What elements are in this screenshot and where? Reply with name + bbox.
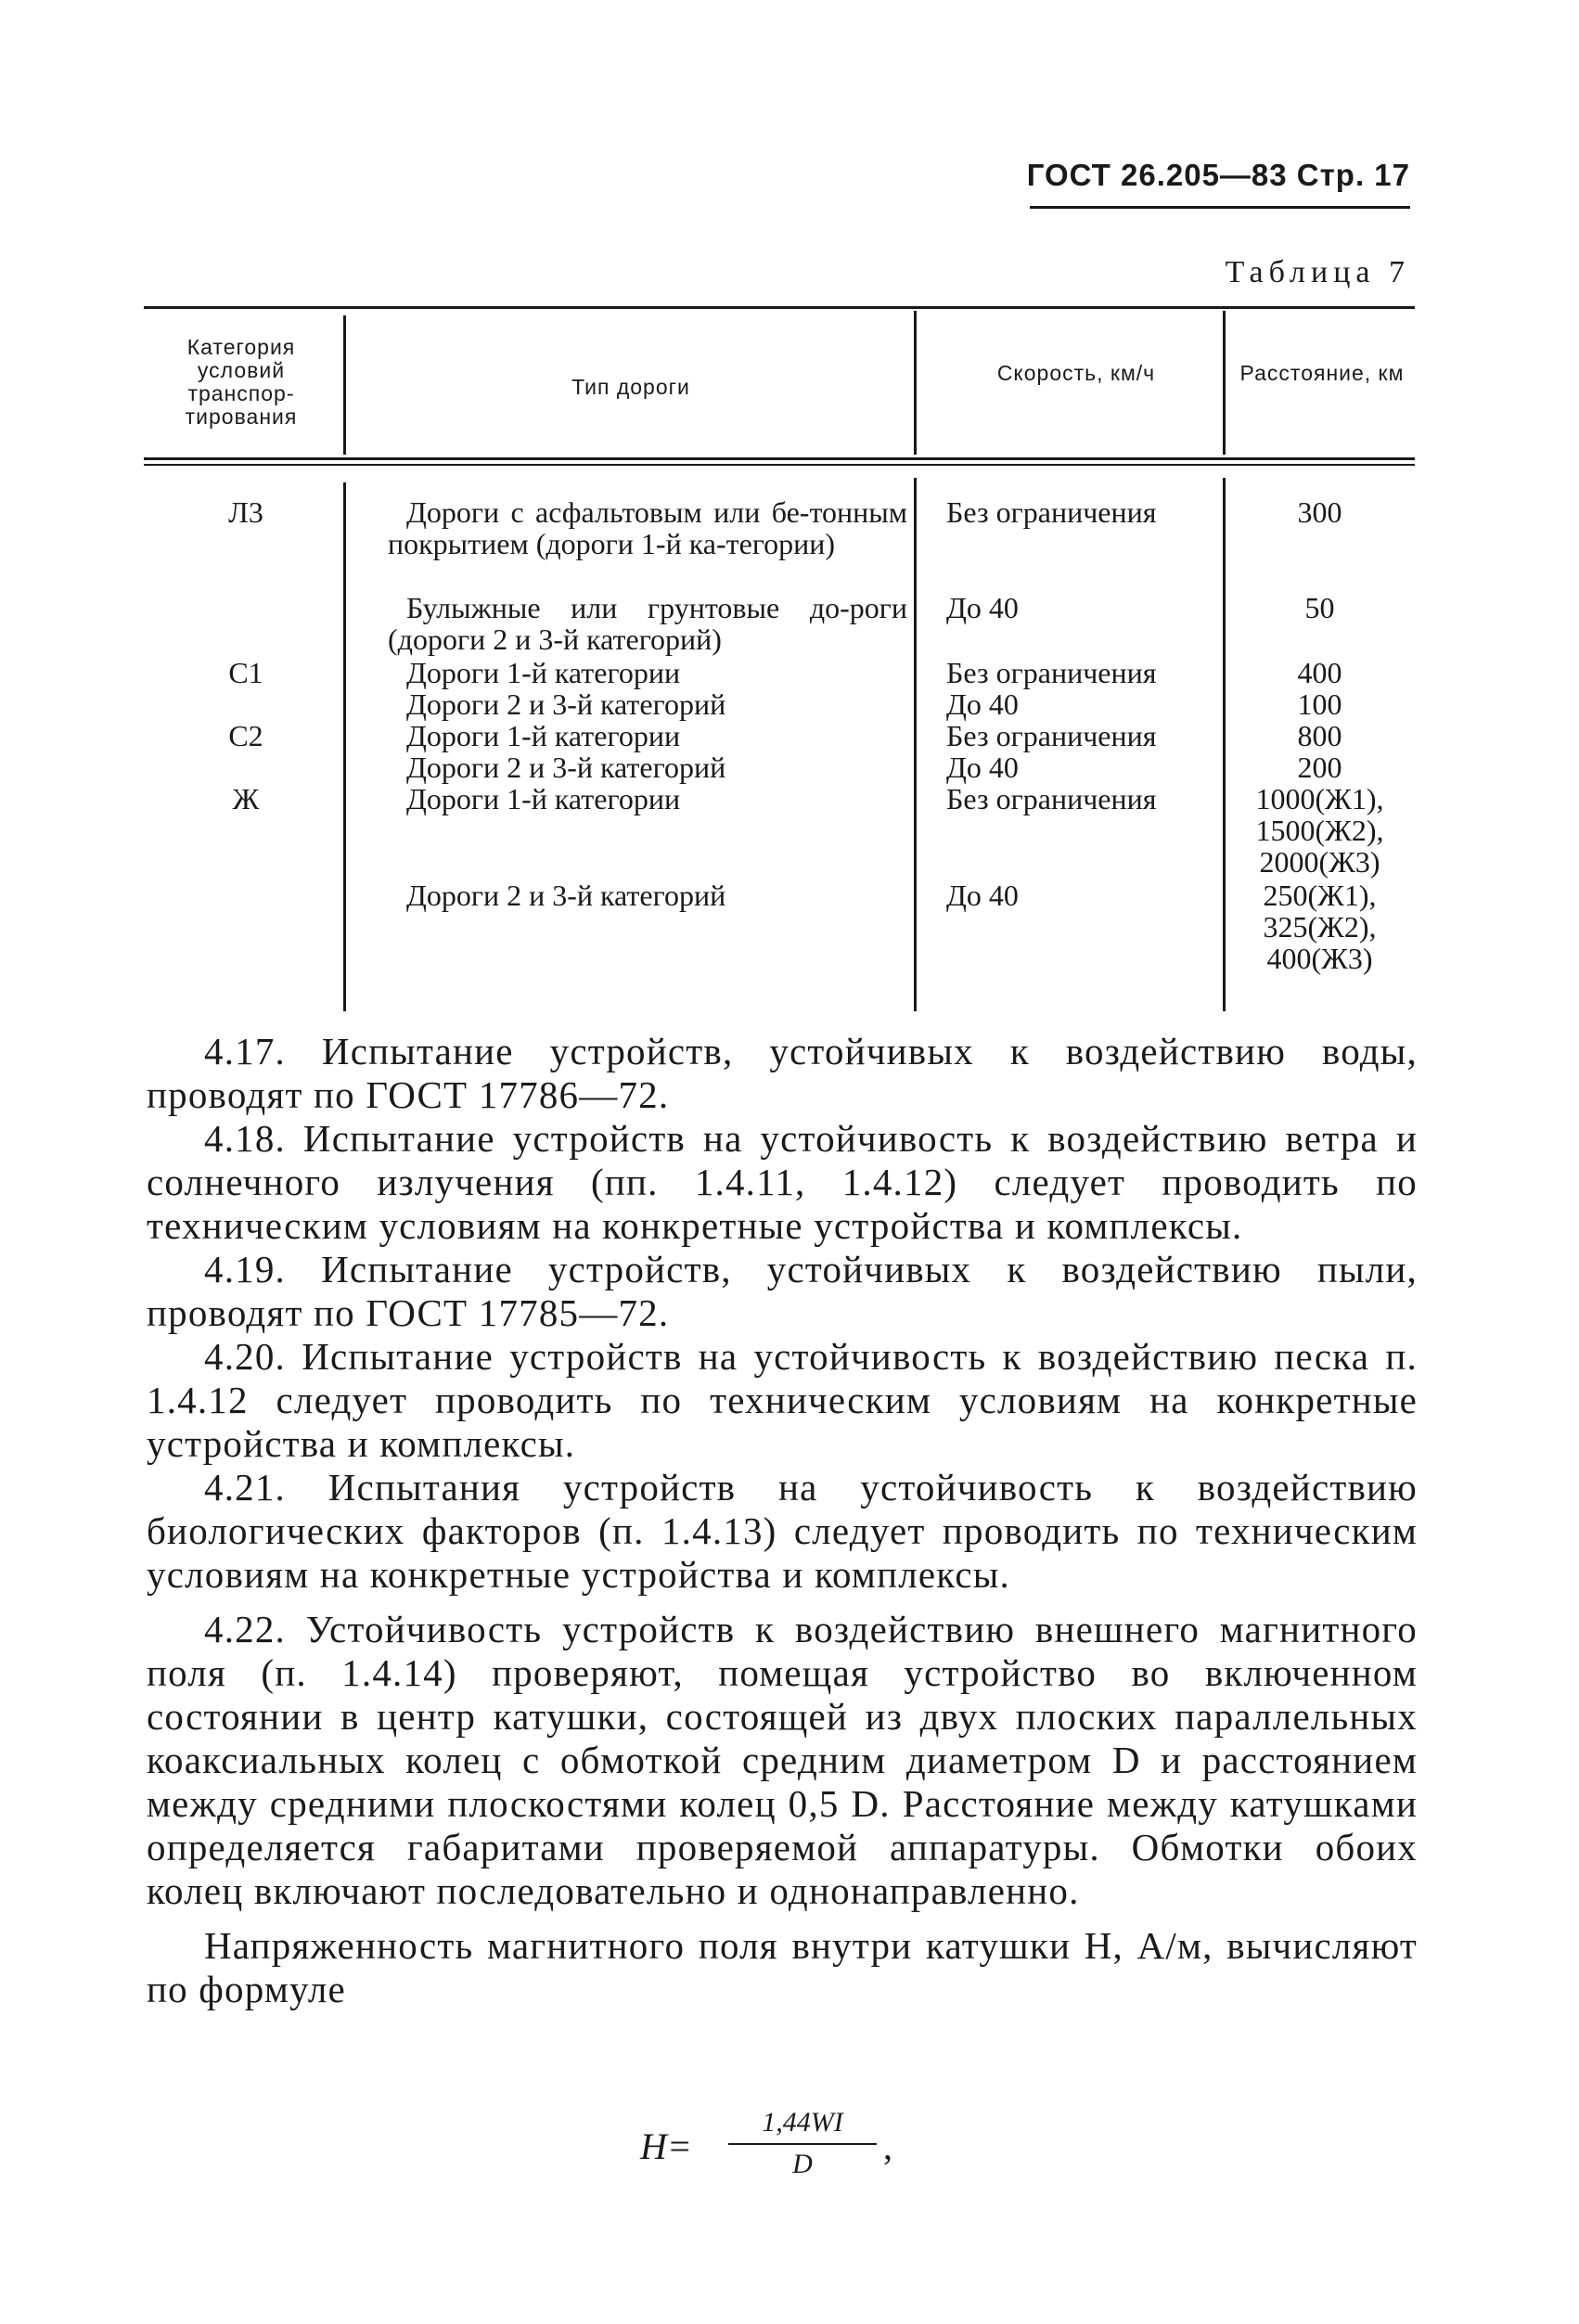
formula-lhs: H= — [640, 2125, 692, 2167]
paragraph-text: 4.18. Испытание устройств на устойчивость к воздействию ветра и солнечного излучения (пп. 1.4.11, 1.4.12) следует проводить по техническим условиям на конкретные устройства и комплексы. — [147, 1117, 1418, 1247]
table-cell-speed: До 40 — [946, 879, 1019, 912]
table-cell-speed: Без ограничения — [946, 495, 1157, 529]
road-text: Дороги с асфальтовым или бе-тонным покрытием (дороги 1-й ка-тегории) — [388, 495, 907, 560]
table-cell-road — [388, 720, 907, 751]
table-cell-speed: До 40 — [946, 687, 1019, 721]
road-text: Дороги 1-й категории — [406, 782, 681, 815]
column-header: Категория условий транспор-тирования — [185, 335, 298, 429]
table-cell-category: Л3 — [228, 495, 263, 529]
table-cell-road — [388, 880, 907, 911]
table-cell-distance: 800 — [1297, 719, 1342, 752]
table-cell-distance: 200 — [1297, 751, 1342, 784]
column-header: Тип дороги — [571, 375, 690, 399]
paragraph — [147, 1466, 1418, 1597]
table-cell-category: С1 — [228, 656, 263, 689]
road-text: Булыжные или грунтовые до-роги (дороги 2 и 3-й категорий) — [388, 591, 907, 656]
column-header: Скорость, км/ч — [996, 361, 1156, 385]
table-cell-road — [388, 592, 907, 655]
paragraph-text: 4.20. Испытание устройств на устойчивость к воздействию песка п. 1.4.12 следует проводить по техническим условиям на конкретные устройства и комплексы. — [147, 1335, 1418, 1465]
table-cell-category: Ж — [232, 782, 260, 815]
table-col-divider — [1223, 311, 1226, 455]
table-header-rule-2 — [144, 464, 1415, 466]
header-rule — [1030, 206, 1410, 209]
table-col-divider — [343, 315, 346, 455]
road-text: Дороги 2 и 3-й категорий — [406, 751, 726, 784]
paragraph-text: Напряженность магнитного поля внутри катушки H, А/м, вычисляют по формуле — [147, 1924, 1418, 2010]
table-cell-distance: 250(Ж1), 325(Ж2), 400(Ж3) — [1263, 879, 1377, 975]
paragraph — [147, 1335, 1418, 1466]
paragraph — [147, 1924, 1418, 2011]
table-col-divider — [343, 482, 346, 1011]
paragraph-text: 4.17. Испытание устройств, устойчивых к воздействию воды, проводят по ГОСТ 17786—72. — [147, 1030, 1418, 1116]
road-text: Дороги 2 и 3-й категорий — [406, 687, 726, 721]
table-header-rule — [144, 457, 1415, 460]
paragraph-text: 4.22. Устойчивость устройств к воздействию внешнего магнитного поля (п. 1.4.14) проверяют, помещая устройство во включенном состоянии в центр катушки, состоящей из двух плоских параллельных коаксиальных колец с обмоткой средним диаметром D и расстоянием между средними плоскостями колец 0,5 D. Расстояние между катушками определяется габаритами проверяемой аппаратуры. Обмотки обоих колец включают последовательно и однонаправленно. — [147, 1608, 1418, 1912]
table-cell-distance: 300 — [1297, 495, 1342, 529]
paragraph — [147, 1608, 1418, 1913]
table-col-divider — [914, 478, 917, 1011]
table-cell-road — [388, 783, 907, 815]
paragraph-text: 4.19. Испытание устройств, устойчивых к воздействию пыли, проводят по ГОСТ 17785—72. — [147, 1248, 1418, 1334]
body-text — [147, 1030, 1418, 2011]
paragraph — [147, 1030, 1418, 1117]
table-cell-speed: До 40 — [946, 591, 1019, 624]
table-cell-distance: 1000(Ж1), 1500(Ж2), 2000(Ж3) — [1255, 782, 1384, 879]
table-cell-road — [388, 751, 907, 783]
table-cell-speed: До 40 — [946, 751, 1019, 784]
table-cell-category: С2 — [228, 719, 263, 752]
formula-denominator: D — [792, 2149, 813, 2179]
paragraph — [147, 1248, 1418, 1335]
road-text: Дороги 1-й категории — [406, 719, 681, 752]
table-cell-speed: Без ограничения — [946, 719, 1157, 752]
fraction-bar — [728, 2143, 877, 2145]
table-col-divider — [914, 311, 917, 455]
table-cell-speed: Без ограничения — [946, 656, 1157, 689]
table-cell-speed: Без ограничения — [946, 782, 1157, 815]
table-cell-distance: 400 — [1297, 656, 1342, 689]
table-cell-distance: 100 — [1297, 687, 1342, 721]
table-cell-distance: 50 — [1304, 591, 1335, 624]
formula-fraction — [728, 2106, 877, 2180]
page-header: ГОСТ 26.205—83 Стр. 17 — [1026, 158, 1410, 192]
table-cell-road — [388, 688, 907, 720]
table-cell-road — [388, 496, 907, 559]
column-header: Расстояние, км — [1239, 361, 1405, 385]
paragraph — [147, 1117, 1418, 1248]
road-text: Дороги 2 и 3-й категорий — [406, 879, 726, 912]
table-caption: Таблица 7 — [1225, 255, 1410, 289]
formula-numerator: 1,44WI — [762, 2107, 843, 2138]
table-top-rule — [144, 306, 1415, 309]
road-text: Дороги 1-й категории — [406, 656, 681, 689]
paragraph-text: 4.21. Испытания устройств на устойчивость к воздействию биологических факторов (п. 1.4.13) следует проводить по техническим условиям на конкретные устройства и комплексы. — [147, 1466, 1418, 1596]
table-cell-road — [388, 657, 907, 688]
formula-comma: , — [883, 2125, 892, 2167]
